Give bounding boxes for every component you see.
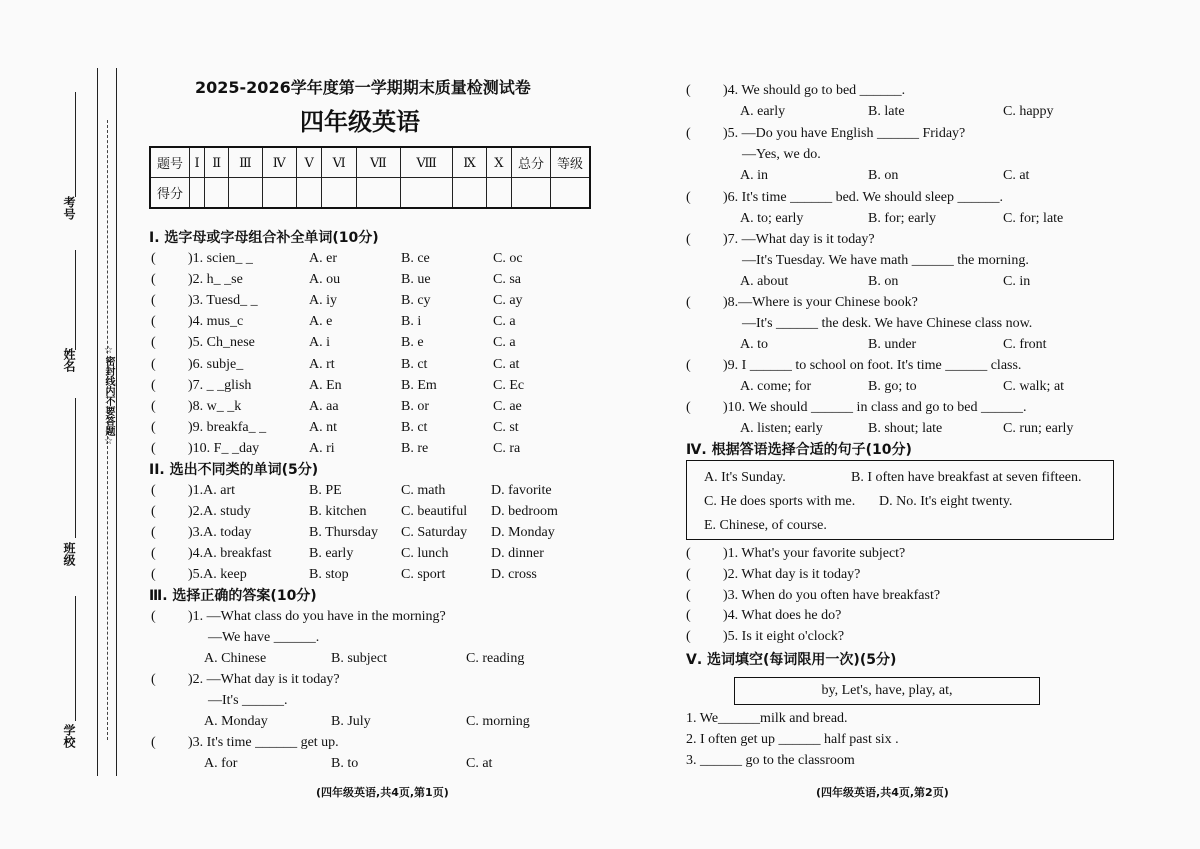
question-option-a[interactable]: )2.A. study [188,504,251,519]
question-text: )9. breakfa_ _ [188,419,267,435]
option-a[interactable]: A. er [309,251,337,266]
option-b[interactable]: B. ct [401,419,428,435]
answer-paren[interactable]: ( [686,190,691,205]
answer-paren[interactable]: ( [151,525,156,540]
score-header-cell: Ⅸ [453,147,486,178]
answer-paren[interactable]: ( [151,546,156,561]
question-text: )9. I ______ to school on foot. It's time ______ class. [723,358,1022,373]
question-text: )7. _ _glish [188,377,252,393]
option-c[interactable]: C. reading [466,651,525,666]
option-b[interactable]: B. shout; late [868,421,943,436]
question-text: )2. h_ _se [188,272,243,288]
answer-paren[interactable]: ( [151,251,156,266]
seal-notice: ☆密封线内不要答题☆ [103,345,114,447]
answer-paren[interactable]: ( [151,504,156,519]
option-c[interactable]: C. lunch [401,546,449,561]
binding-line-inner [116,68,117,776]
question-line-2: —We have ______. [208,630,320,645]
question-text: )4. mus_c [188,314,244,330]
score-cell[interactable] [262,178,296,209]
option-c[interactable]: C. morning [466,714,530,729]
option-b[interactable]: B. Thursday [309,525,378,540]
option-a[interactable]: A. e [309,314,333,330]
option-b[interactable]: B. on [868,168,899,183]
option-b[interactable]: B. for; early [868,211,937,226]
option-a[interactable]: A. in [740,168,768,183]
score-cell[interactable] [512,178,551,209]
option-c[interactable]: C. happy [1003,104,1054,119]
option-b[interactable]: B. to [331,756,359,771]
option-c[interactable]: C. front [1003,337,1047,352]
question-text: )8. w_ _k [188,398,242,414]
answer-paren[interactable]: ( [151,398,156,414]
section-1-title: I. 选字母或字母组合补全单词(10分) [149,230,379,246]
question-text: )3. When do you often have breakfast? [723,587,941,603]
option-a[interactable]: A. Monday [204,714,268,729]
option-c[interactable]: C. a [493,314,516,330]
option-b[interactable]: B. Em [401,377,437,393]
option-a[interactable]: A. i [309,335,330,351]
section-2-title: II. 选出不同类的单词(5分) [149,462,319,478]
question-text: )5. Ch_nese [188,335,255,351]
answer-paren[interactable]: ( [151,272,156,288]
option-c[interactable]: C. Saturday [401,525,468,540]
option-d[interactable]: D. favorite [491,483,552,498]
section-5-title: Ⅴ. 选词填空(每词限用一次)(5分) [686,652,897,668]
option-b[interactable]: B. under [868,337,917,352]
score-cell[interactable] [400,178,453,209]
score-header-cell: Ⅳ [262,147,296,178]
option-c[interactable]: C. ay [493,293,523,309]
score-header-cell: 题号 [150,147,190,178]
option-b[interactable]: B. July [331,714,371,729]
option-c[interactable]: C. beautiful [401,504,468,519]
option-c[interactable]: C. st [493,419,519,435]
option-b[interactable]: B. stop [309,567,349,582]
section-4-options-box [686,460,1114,540]
option-c[interactable]: C. a [493,335,516,351]
option-b[interactable]: B. e [401,335,424,351]
option-c[interactable]: C. oc [493,251,523,266]
option-a[interactable]: A. listen; early [740,421,823,436]
question-text: )6. It's time ______ bed. We should sleep ______. [723,190,1003,205]
option-a[interactable]: A. Chinese [204,651,267,666]
question-option-a[interactable]: )3.A. today [188,525,252,540]
answer-paren[interactable]: ( [151,440,156,456]
option-d[interactable]: D. cross [491,567,537,582]
answer-paren[interactable]: ( [151,735,156,750]
option-c[interactable]: C. Ec [493,377,525,393]
option-b[interactable]: B. on [868,274,899,289]
score-row-label: 得分 [150,178,190,209]
score-header-cell: 总分 [512,147,551,178]
option-b[interactable]: B. re [401,440,429,456]
score-header-cell: Ⅶ [357,147,401,178]
score-value-row [150,178,590,209]
question-text: )8.—Where is your Chinese book? [723,295,918,310]
option-a[interactable]: A. early [740,104,786,119]
banji-label: 班级 [62,542,76,566]
question-text: )10. F_ _day [188,440,260,456]
question-text: )3. It's time ______ get up. [188,735,339,750]
answer-paren[interactable]: ( [686,126,691,141]
score-header-cell: Ⅷ [400,147,453,178]
binding-line-outer [97,68,98,776]
answer-paren[interactable]: ( [686,232,691,247]
option-b[interactable]: B. subject [331,651,387,666]
option-d[interactable]: D. Monday [491,525,555,540]
option-c[interactable]: C. sport [401,567,446,582]
option-a: A. It's Sunday. [704,470,786,485]
option-c[interactable]: C. for; late [1003,211,1064,226]
answer-paren[interactable]: ( [686,295,691,310]
question-line-2: —It's ______. [208,693,288,708]
question-text: )3. Tuesd_ _ [188,293,258,309]
xuexiao-field[interactable] [75,596,76,721]
fill-item-3[interactable]: 3. ______ go to the classroom [686,753,855,768]
question-text: )4. What does he do? [723,608,842,624]
fill-item-2[interactable]: 2. I often get up ______ half past six . [686,732,899,747]
option-a[interactable]: A. to; early [740,211,804,226]
option-a[interactable]: A. come; for [740,379,812,394]
answer-paren[interactable]: ( [151,567,156,582]
score-cell[interactable] [229,178,262,209]
answer-paren[interactable]: ( [151,314,156,330]
question-text: )1. scien_ _ [188,251,253,266]
option-b[interactable]: B. cy [401,293,431,309]
score-cell[interactable] [453,178,486,209]
score-header-cell: Ⅴ [296,147,322,178]
question-text: )2. —What day is it today? [188,672,340,687]
option-b: B. I often have breakfast at seven fifteen. [851,470,1082,485]
section-3-title: Ⅲ. 选择正确的答案(10分) [149,588,317,604]
score-header-row [150,147,590,178]
answer-paren[interactable]: ( [686,358,691,373]
question-text: )6. subje_ [188,356,244,372]
footer-page-2: (四年级英语,共4页,第2页) [816,786,949,799]
option-a[interactable]: A. about [740,274,789,289]
option-a[interactable]: A. to [740,337,768,352]
answer-paren[interactable]: ( [151,377,156,393]
score-cell[interactable] [205,178,229,209]
question-text: )1. What's your favorite subject? [723,546,906,561]
score-cell[interactable] [551,178,591,209]
answer-paren[interactable]: ( [686,587,691,603]
option-a[interactable]: A. aa [309,398,339,414]
banji-field[interactable] [75,398,76,538]
score-header-cell: Ⅰ [190,147,205,178]
question-text: )5. —Do you have English ______ Friday? [723,126,966,141]
option-a[interactable]: A. nt [309,419,337,435]
question-text: )2. What day is it today? [723,566,861,582]
option-c[interactable]: C. run; early [1003,421,1074,436]
answer-paren[interactable]: ( [686,400,691,415]
question-option-a[interactable]: )4.A. breakfast [188,546,272,561]
option-d[interactable]: D. dinner [491,546,544,561]
option-a[interactable]: A. ri [309,440,335,456]
option-c[interactable]: C. walk; at [1003,379,1065,394]
question-text: )1. —What class do you have in the morning? [188,609,446,624]
xuexiao-label: 学校 [62,724,76,748]
score-cell[interactable] [322,178,357,209]
option-c[interactable]: C. at [493,356,520,372]
exam-title: 2025-2026学年度第一学期期末质量检测试卷 [195,78,531,97]
option-e: E. Chinese, of course. [704,518,827,533]
option-a[interactable]: A. for [204,756,238,771]
option-c[interactable]: C. at [1003,168,1030,183]
score-cell[interactable] [190,178,205,209]
xingming-label: 姓名 [62,348,76,372]
option-b[interactable]: B. early [309,546,354,561]
score-header-cell: 等级 [551,147,591,178]
option-b[interactable]: B. kitchen [309,504,367,519]
option-c[interactable]: C. sa [493,272,521,288]
section-4-title: Ⅳ. 根据答语选择合适的句子(10分) [686,442,912,458]
option-c[interactable]: C. in [1003,274,1031,289]
word-bank: by, Let's, have, play, at, [821,683,953,698]
question-text: )4. We should go to bed ______. [723,83,906,98]
score-header-cell: Ⅵ [322,147,357,178]
answer-paren[interactable]: ( [686,546,691,561]
option-d[interactable]: D. bedroom [491,504,558,519]
score-cell[interactable] [357,178,401,209]
answer-paren[interactable]: ( [151,609,156,624]
option-a[interactable]: A. iy [309,293,337,309]
option-b[interactable]: B. go; to [868,379,917,394]
subject-title: 四年级英语 [300,108,420,136]
fill-item-1[interactable]: 1. We______milk and bread. [686,711,848,726]
option-c[interactable]: C. ra [493,440,521,456]
option-a[interactable]: A. ou [309,272,341,288]
question-text: )7. —What day is it today? [723,232,875,247]
option-a[interactable]: A. rt [309,356,335,372]
word-bank-box [734,677,1040,705]
option-a[interactable]: A. En [309,377,342,393]
score-header-cell: Ⅹ [486,147,511,178]
answer-paren[interactable]: ( [151,483,156,498]
score-table [149,146,591,209]
option-c[interactable]: C. math [401,483,446,498]
question-text: )10. We should ______ in class and go to bed ______. [723,400,1027,415]
question-option-a[interactable]: )1.A. art [188,483,236,498]
question-line-2: —It's ______ the desk. We have Chinese class now. [742,316,1033,331]
answer-paren[interactable]: ( [686,629,691,645]
answer-paren[interactable]: ( [151,356,156,372]
option-c[interactable]: C. ae [493,398,522,414]
option-b[interactable]: B. late [868,104,905,119]
option-d: D. No. It's eight twenty. [879,494,1013,509]
question-line-2: —Yes, we do. [742,147,821,162]
option-b[interactable]: B. ce [401,251,430,266]
option-c: C. He does sports with me. [704,494,856,509]
question-line-2: —It's Tuesday. We have math ______ the morning. [742,253,1029,268]
option-b[interactable]: B. ue [401,272,431,288]
answer-paren[interactable]: ( [686,566,691,582]
question-text: )5. Is it eight o'clock? [723,629,845,645]
score-cell[interactable] [296,178,322,209]
option-b[interactable]: B. ct [401,356,428,372]
answer-paren[interactable]: ( [686,608,691,624]
option-c[interactable]: C. at [466,756,493,771]
question-option-a[interactable]: )5.A. keep [188,567,247,582]
option-b[interactable]: B. or [401,398,429,414]
score-header-cell: Ⅱ [205,147,229,178]
option-b[interactable]: B. i [401,314,422,330]
answer-paren[interactable]: ( [151,293,156,309]
score-header-cell: Ⅲ [229,147,262,178]
kaohao-field[interactable] [75,92,76,197]
footer-page-1: (四年级英语,共4页,第1页) [316,786,449,799]
kaohao-label: 考号 [62,196,76,220]
answer-paren[interactable]: ( [151,672,156,687]
xingming-field[interactable] [75,250,76,350]
option-b[interactable]: B. PE [309,483,342,498]
answer-paren[interactable]: ( [151,419,156,435]
score-cell[interactable] [486,178,511,209]
answer-paren[interactable]: ( [151,335,156,351]
answer-paren[interactable]: ( [686,83,691,98]
